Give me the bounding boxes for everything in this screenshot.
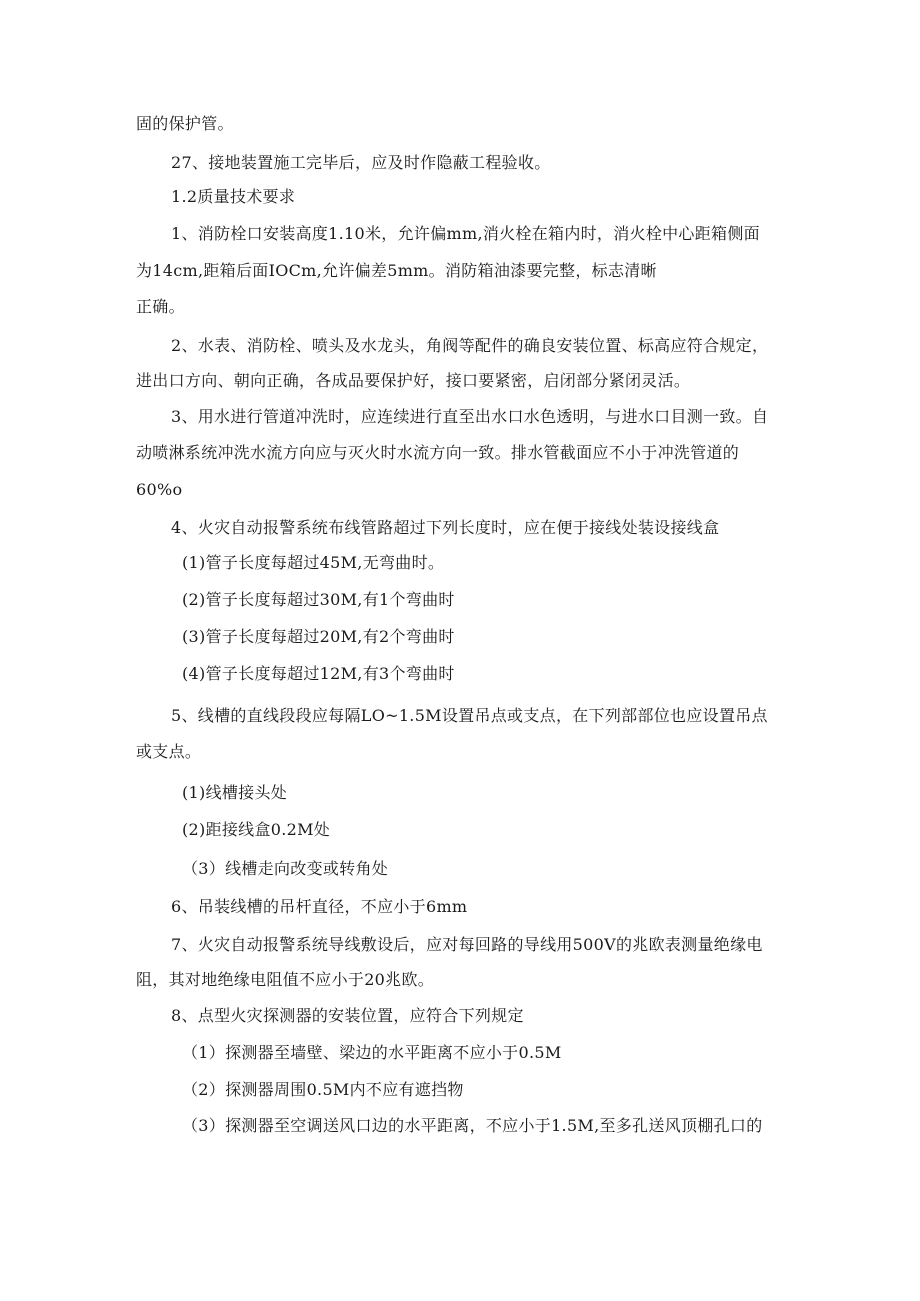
text-line: 5、线槽的直线段段应每隔LO~1.5M设置吊点或支点，在下列部部位也应设置吊点 xyxy=(171,706,768,725)
text-line: 进出口方向、朝向正确，各成品要保护好，接口要紧密，启闭部分紧闭灵活。 xyxy=(136,371,691,390)
text-line: 固的保护管。 xyxy=(136,114,234,133)
text-line: 60%o xyxy=(136,480,183,499)
list-item: (2)管子长度每超过30M,有1个弯曲时 xyxy=(182,590,455,609)
text-line: 或支点。 xyxy=(136,742,202,761)
list-item: (4)管子长度每超过12M,有3个弯曲时 xyxy=(182,664,455,683)
text-line: 3、用水进行管道冲洗时，应连续进行直至出水口水色透明，与进水口目测一致。自 xyxy=(171,407,769,426)
list-item: (1)线槽接头处 xyxy=(182,783,288,802)
text-line: 8、点型火灾探测器的安装位置，应符合下列规定 xyxy=(171,1006,524,1025)
list-item: （3）探测器至空调送风口边的水平距离，不应小于1.5M,至多孔送风顶棚孔口的 xyxy=(182,1116,763,1135)
text-line: 2、水表、消防栓、喷头及水龙头，角阀等配件的确良安装位置、标高应符合规定， xyxy=(171,336,769,355)
list-item: （3）线槽走向改变或转角处 xyxy=(182,859,389,878)
text-line: 1、消防栓口安装高度1.10米，允许偏mm,消火栓在箱内时，消火栓中心距箱侧面 xyxy=(171,224,760,243)
list-item: (2)距接线盒0.2M处 xyxy=(182,820,331,839)
list-item: （2）探测器周围0.5M内不应有遮挡物 xyxy=(182,1080,464,1099)
text-line: 27、接地装置施工完毕后，应及时作隐蔽工程验收。 xyxy=(171,153,551,172)
list-item: (3)管子长度每超过20M,有2个弯曲时 xyxy=(182,627,455,646)
text-line: 正确。 xyxy=(136,297,185,316)
text-line: 6、吊装线槽的吊杆直径，不应小于6mm xyxy=(171,897,468,916)
section-heading: 1.2质量技术要求 xyxy=(171,187,296,206)
text-line: 4、火灾自动报警系统布线管路超过下列长度时，应在便于接线处装设接线盒 xyxy=(171,518,720,537)
list-item: （1）探测器至墙壁、梁边的水平距离不应小于0.5M xyxy=(182,1043,562,1062)
text-line: 动喷淋系统冲洗水流方向应与灭火时水流方向一致。排水管截面应不小于冲洗管道的 xyxy=(136,443,740,462)
text-line: 7、火灾自动报警系统导线敷设后，应对每回路的导线用500V的兆欧表测量绝缘电 xyxy=(171,935,763,954)
text-line: 阻，其对地绝缘电阻值不应小于20兆欧。 xyxy=(136,970,435,989)
text-line: 为14cm,距箱后面IOCm,允许偏差5mm。消防箱油漆要完整，标志清晰 xyxy=(136,261,657,280)
list-item: (1)管子长度每超过45M,无弯曲时。 xyxy=(182,553,445,572)
